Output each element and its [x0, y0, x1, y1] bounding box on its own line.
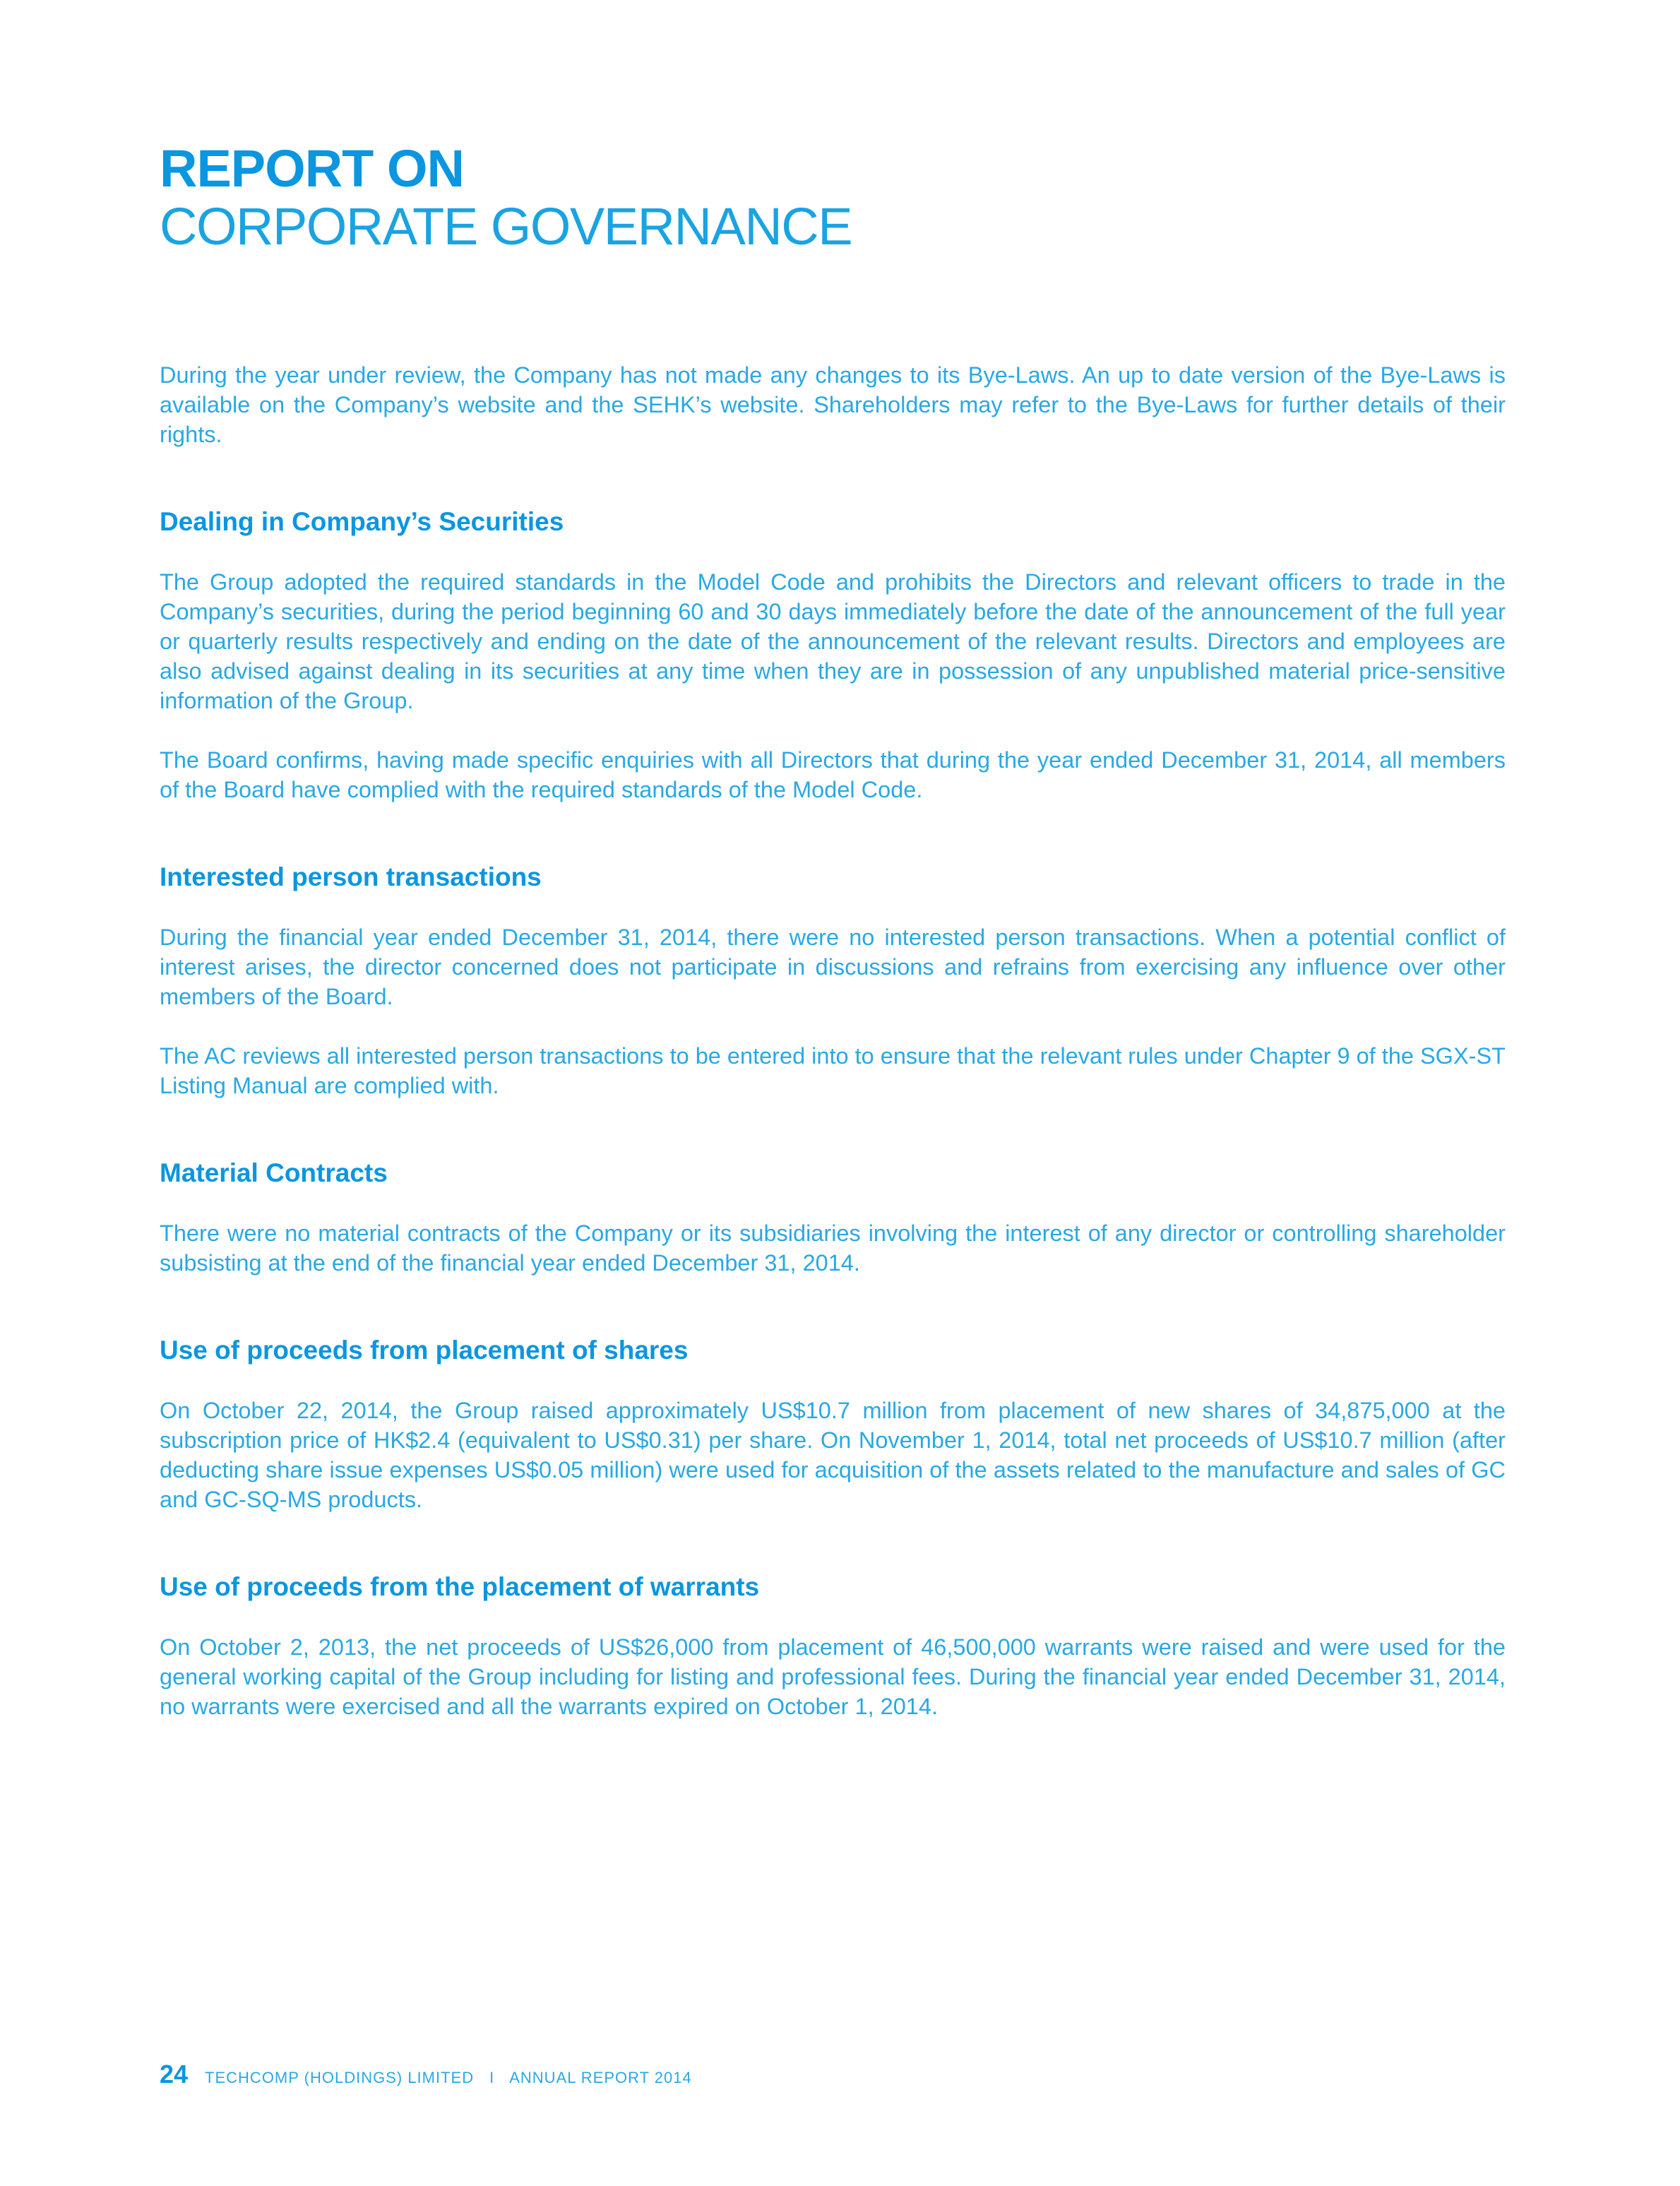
section-paragraph: The Board confirms, having made specific enquiries with all Directors that during the year ended December 31, 2014, all members of the Board have complied with the required standards of the Model Code.	[160, 747, 1506, 802]
section-interested-person-transactions	[160, 862, 1506, 1100]
page-subtitle: CORPORATE GOVERNANCE	[160, 197, 852, 256]
section-proceeds-warrants	[160, 1572, 1506, 1721]
section-proceeds-shares	[160, 1335, 1506, 1514]
section-heading: Interested person transactions	[160, 862, 542, 891]
page-number: 24	[160, 2060, 189, 2089]
section-paragraph: On October 2, 2013, the net proceeds of US$26,000 from placement of 46,500,000 warrants were raised and were used for the general working capital of the Group including for listing and professional fees. During the financial year ended December 31, 2014, no warrants were exercised and all the warrants expired on October 1, 2014.	[160, 1634, 1506, 1719]
section-paragraph: The AC reviews all interested person transactions to be entered into to ensure that the relevant rules under Chapter 9 of the SGX-ST Listing Manual are complied with.	[160, 1043, 1506, 1098]
section-dealing-securities	[160, 506, 1506, 804]
document-body	[160, 360, 1506, 1721]
footer-company-name: TECHCOMP (HOLDINGS) LIMITED	[205, 2069, 475, 2086]
section-paragraph: The Group adopted the required standards in the Model Code and prohibits the Directors and relevant officers to trade in the Company’s securities, during the period beginning 60 and 30 days immediately before the date of the announcement of the full year or quarterly results respectively and ending on the date of the announcement of the relevant results. Directors and employees are also advised against dealing in its securities at any time when they are in possession of any unpublished material price-sensitive information of the Group.	[160, 569, 1506, 713]
footer-separator: I	[489, 2069, 494, 2086]
page-header	[160, 140, 852, 256]
section-heading: Material Contracts	[160, 1158, 388, 1187]
section-heading: Use of proceeds from the placement of warrants	[160, 1572, 760, 1601]
intro-paragraph: During the year under review, the Company has not made any changes to its Bye-Laws. An up to date version of the Bye-Laws is available on the Company’s website and the SEHK’s website. Shareholders may refer to the Bye-Laws for further details of their rights.	[160, 362, 1506, 447]
section-heading: Dealing in Company’s Securities	[160, 507, 564, 536]
section-paragraph: On October 22, 2014, the Group raised approximately US$10.7 million from placement of new shares of 34,875,000 at the subscription price of HK$2.4 (equivalent to US$0.31) per share. On November 1, 2014, total net proceeds of US$10.7 million (after deducting share issue expenses US$0.05 million) were used for acquisition of the assets related to the manufacture and sales of GC and GC-SQ-MS products.	[160, 1398, 1506, 1512]
page-title: REPORT ON	[160, 139, 464, 198]
page-footer	[160, 2060, 692, 2089]
section-paragraph: During the financial year ended December 31, 2014, there were no interested person transactions. When a potential conflict of interest arises, the director concerned does not participate in discussions and refrains from exercising any influence over other members of the Board.	[160, 925, 1506, 1009]
section-paragraph: There were no material contracts of the Company or its subsidiaries involving the interest of any director or controlling shareholder subsisting at the end of the financial year ended December 31, 2014.	[160, 1220, 1506, 1276]
section-material-contracts	[160, 1158, 1506, 1278]
footer-report-name: ANNUAL REPORT 2014	[509, 2069, 692, 2086]
section-heading: Use of proceeds from placement of shares	[160, 1336, 689, 1365]
